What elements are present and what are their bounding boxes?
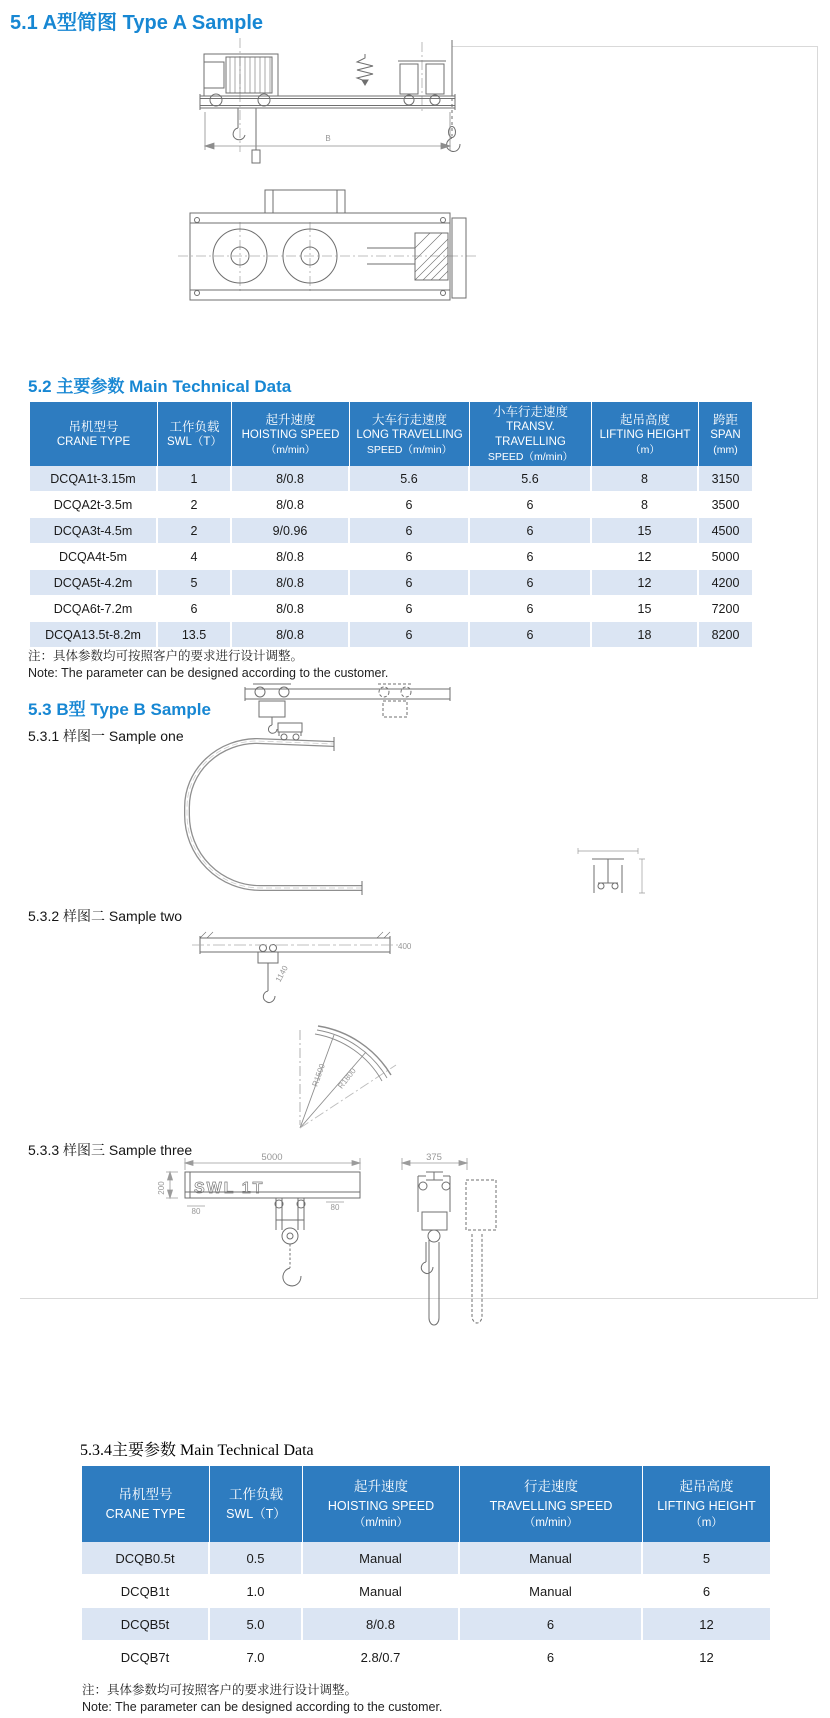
table-cell: DCQA3t-4.5m <box>30 518 158 544</box>
table-cell: 15 <box>592 518 699 544</box>
table-cell: 6 <box>158 596 232 622</box>
column-header: 起升速度 HOISTING SPEED （m/min） <box>303 1466 460 1542</box>
table-cell: 6 <box>470 544 592 570</box>
table-cell: 1 <box>158 466 232 492</box>
table-cell: 8200 <box>699 622 752 648</box>
table-cell: 8 <box>592 492 699 518</box>
section-title-5-3-2: 5.3.2 样图二 Sample two <box>28 908 183 924</box>
table-cell: DCQA5t-4.2m <box>30 570 158 596</box>
section-title-5-3-4: 5.3.4主要参数 Main Technical Data <box>80 1442 314 1459</box>
table-cell: DCQB5t <box>82 1608 210 1641</box>
column-header: 行走速度 TRAVELLING SPEED （m/min） <box>460 1466 643 1542</box>
note-table-a <box>28 648 388 681</box>
table-cell: DCQB1t <box>82 1575 210 1608</box>
swl-marking: SWL 1T <box>194 1180 265 1197</box>
table-header-row <box>82 1466 770 1542</box>
table-cell: 0.5 <box>210 1542 303 1575</box>
table-cell: DCQA1t-3.15m <box>30 466 158 492</box>
section-title-5-2: 5.2 主要参数 Main Technical Data <box>28 377 292 396</box>
table-cell: 1.0 <box>210 1575 303 1608</box>
table-cell: 15 <box>592 596 699 622</box>
note-en: Note: The parameter can be designed according to the customer. <box>82 1699 443 1714</box>
table-cell: 18 <box>592 622 699 648</box>
dimension-label-5000: 5000 <box>261 1152 283 1163</box>
table-cell: 7200 <box>699 596 752 622</box>
table-cell: 8/0.8 <box>232 570 350 596</box>
table-cell: 8 <box>592 466 699 492</box>
section-title-5-3-1: 5.3.1 样图一 Sample one <box>28 728 184 744</box>
column-header: 跨距 SPAN (mm) <box>699 402 752 466</box>
column-header: 起吊高度 LIFTING HEIGHT （m） <box>592 402 699 466</box>
table-cell: DCQB7t <box>82 1641 210 1674</box>
table-cell: 8/0.8 <box>232 596 350 622</box>
table-row <box>30 622 752 648</box>
main-technical-data-table-a <box>30 402 752 648</box>
table-row <box>30 596 752 622</box>
table-cell: 6 <box>350 492 470 518</box>
column-header: 大车行走速度 LONG TRAVELLING SPEED（m/min） <box>350 402 470 466</box>
table-cell: 5 <box>158 570 232 596</box>
table-cell: DCQA4t-5m <box>30 544 158 570</box>
table-row <box>82 1641 770 1674</box>
table-cell: Manual <box>303 1542 460 1575</box>
table-cell: 2 <box>158 492 232 518</box>
table-cell: 7.0 <box>210 1641 303 1674</box>
table-cell: Manual <box>460 1575 643 1608</box>
table-row <box>30 466 752 492</box>
type-a-plan-view-drawing <box>170 178 490 333</box>
table-cell: 6 <box>350 544 470 570</box>
table-cell: 5 <box>643 1542 770 1575</box>
column-header: 小车行走速度 TRANSV. TRAVELLING SPEED（m/min） <box>470 402 592 466</box>
table-cell: 6 <box>350 518 470 544</box>
table-cell: DCQA6t-7.2m <box>30 596 158 622</box>
table-cell: 6 <box>470 622 592 648</box>
note-table-b <box>82 1682 442 1715</box>
table-cell: 6 <box>460 1608 643 1641</box>
table-cell: 2 <box>158 518 232 544</box>
table-cell: 8/0.8 <box>303 1608 460 1641</box>
note-zh: 注：具体参数均可按照客户的要求进行设计调整。 <box>28 649 304 663</box>
table-cell: 6 <box>470 570 592 596</box>
table-cell: Manual <box>303 1575 460 1608</box>
column-header: 工作负载 SWL（T） <box>210 1466 303 1542</box>
table-cell: 6 <box>350 570 470 596</box>
table-row <box>30 544 752 570</box>
table-cell: 8/0.8 <box>232 466 350 492</box>
dimension-label-r1800: R1800 <box>336 1066 358 1091</box>
table-row <box>82 1542 770 1575</box>
table-row <box>82 1575 770 1608</box>
table-cell: 6 <box>470 596 592 622</box>
table-cell: 6 <box>350 596 470 622</box>
main-technical-data-table-b <box>82 1466 770 1674</box>
table-cell: 4 <box>158 544 232 570</box>
table-cell: 6 <box>643 1575 770 1608</box>
note-en: Note: The parameter can be designed according to the customer. <box>28 665 389 680</box>
table-cell: 5.6 <box>470 466 592 492</box>
column-header: 工作负载 SWL（T） <box>158 402 232 466</box>
table-cell: 6 <box>460 1641 643 1674</box>
table-cell: 12 <box>592 570 699 596</box>
column-header: 吊机型号 CRANE TYPE <box>30 402 158 466</box>
table-cell: 5.0 <box>210 1608 303 1641</box>
table-cell: Manual <box>460 1542 643 1575</box>
table-cell: 3500 <box>699 492 752 518</box>
table-cell: 12 <box>592 544 699 570</box>
section-title-5-3: 5.3 B型 Type B Sample <box>28 700 211 719</box>
table-cell: 13.5 <box>158 622 232 648</box>
column-header: 吊机型号 CRANE TYPE <box>82 1466 210 1542</box>
table-cell: 12 <box>643 1608 770 1641</box>
dimension-label-r1500: R1500 <box>310 1062 327 1088</box>
dimension-label-b: B <box>325 134 331 143</box>
note-zh: 注：具体参数均可按照客户的要求进行设计调整。 <box>82 1683 358 1697</box>
type-b-sample-two-drawing <box>100 835 730 1135</box>
column-header: 起吊高度 LIFTING HEIGHT （m） <box>643 1466 770 1542</box>
dimension-label-80-right: 80 <box>330 1203 340 1212</box>
table-cell: 8/0.8 <box>232 492 350 518</box>
table-cell: 6 <box>350 622 470 648</box>
table-cell: 9/0.96 <box>232 518 350 544</box>
table-cell: 8/0.8 <box>232 544 350 570</box>
table-cell: 12 <box>643 1641 770 1674</box>
table-row <box>30 518 752 544</box>
dimension-label-1140: 1140 <box>273 964 290 984</box>
table-cell: 4500 <box>699 518 752 544</box>
section-title-5-1: 5.1 A型简图 Type A Sample <box>10 12 264 34</box>
table-cell: 4200 <box>699 570 752 596</box>
table-cell: 5000 <box>699 544 752 570</box>
section-title-5-3-3: 5.3.3 样图三 Sample three <box>28 1142 193 1158</box>
dimension-label-200: 200 <box>157 1181 166 1195</box>
table-row <box>82 1608 770 1641</box>
dimension-label-80-left: 80 <box>191 1207 201 1216</box>
type-b-sample-three-drawing <box>130 1150 570 1410</box>
column-header: 起升速度 HOISTING SPEED （m/min） <box>232 402 350 466</box>
table-cell: DCQA2t-3.5m <box>30 492 158 518</box>
dimension-label-375: 375 <box>426 1152 442 1163</box>
table-cell: DCQB0.5t <box>82 1542 210 1575</box>
table-cell: 3150 <box>699 466 752 492</box>
table-row <box>30 570 752 596</box>
table-cell: DCQA13.5t-8.2m <box>30 622 158 648</box>
table-cell: 8/0.8 <box>232 622 350 648</box>
page-border-right <box>817 46 818 1298</box>
table-cell: 6 <box>470 492 592 518</box>
type-a-front-view-drawing <box>160 34 580 174</box>
table-row <box>30 492 752 518</box>
table-cell: 5.6 <box>350 466 470 492</box>
table-header-row <box>30 402 752 466</box>
table-cell: 6 <box>470 518 592 544</box>
table-cell: 2.8/0.7 <box>303 1641 460 1674</box>
dimension-label-400: 400 <box>398 942 412 951</box>
